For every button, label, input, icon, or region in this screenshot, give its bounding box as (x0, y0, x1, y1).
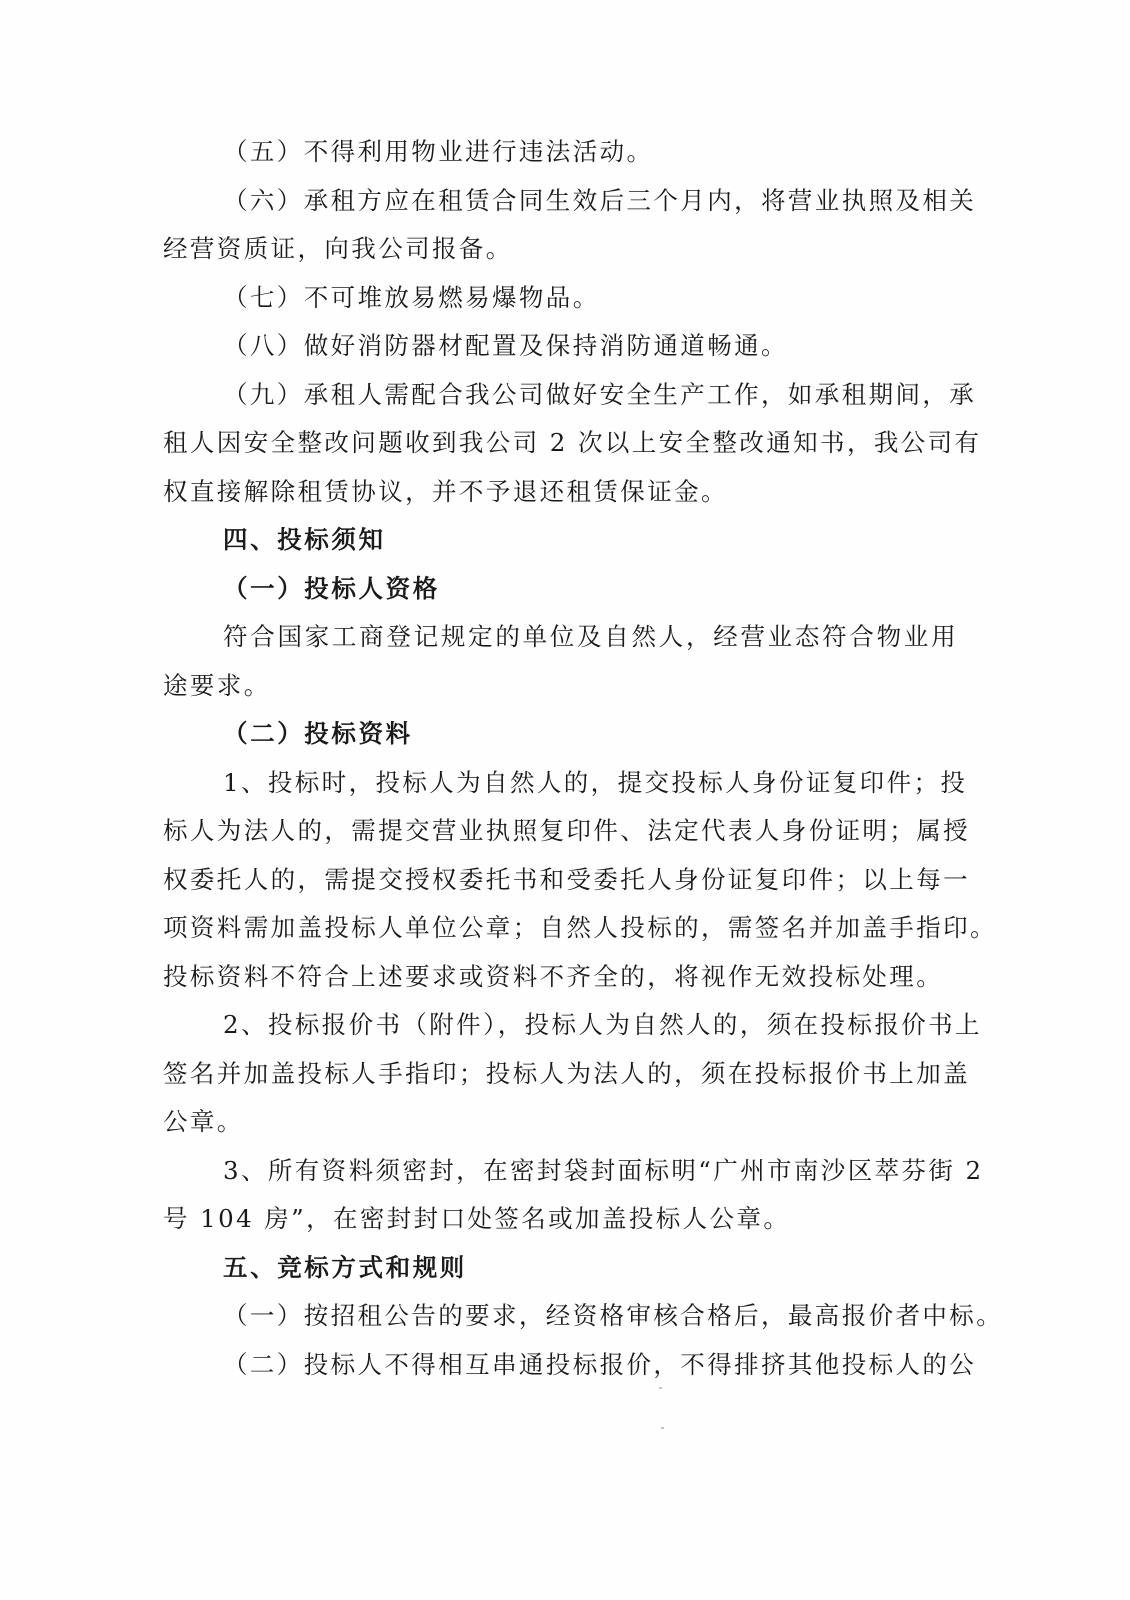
materials-item-1-line-1: 1、投标时，投标人为自然人的，提交投标人身份证复印件；投 (223, 767, 968, 797)
materials-item-2-line-3: 公章。 (163, 1107, 244, 1136)
section-5-heading: 五、竞标方式和规则 (223, 1252, 467, 1282)
document-body (163, 128, 1004, 1389)
qualification-line-2: 途要求。 (163, 670, 271, 700)
materials-item-1-line-4: 项资料需加盖投标人单位公章；自然人投标的，需签名并加盖手指印。 (163, 913, 997, 942)
clause-6-line-1: （六）承租方应在租赁合同生效后三个月内，将营业执照及相关 (223, 185, 977, 215)
clause-9-line-2: 租人因安全整改问题收到我公司 2 次以上安全整改通知书，我公司有 (163, 428, 982, 457)
clause-9-line-3: 权直接解除租赁协议，并不予退还租赁保证金。 (163, 476, 728, 506)
materials-item-3-line-2: 号 104 房”，在密封封口处签名或加盖投标人公章。 (163, 1204, 791, 1233)
clause-9-line-1: （九）承租人需配合我公司做好安全生产工作，如承租期间，承 (223, 379, 977, 409)
materials-item-2-line-1: 2、投标报价书（附件），投标人为自然人的，须在投标报价书上 (223, 1010, 982, 1039)
qualification-line-1: 符合国家工商登记规定的单位及自然人，经营业态符合物业用 (223, 622, 958, 651)
rule-2-line-1: （二）投标人不得相互串通投标报价，不得排挤其他投标人的公 (223, 1349, 977, 1379)
scan-speck (661, 1427, 664, 1429)
materials-item-1-line-3: 权委托人的，需提交授权委托书和受委托人身份证复印件；以上每一 (163, 864, 970, 894)
rule-1: （一）按招租公告的要求，经资格审核合格后，最高报价者中标。 (223, 1301, 1004, 1330)
materials-item-2-line-2: 签名并加盖投标人手指印；投标人为法人的，须在投标报价书上加盖 (163, 1058, 970, 1088)
subsection-qualification-heading: （一）投标人资格 (223, 573, 440, 603)
clause-8: （八）做好消防器材配置及保持消防通道畅通。 (223, 331, 788, 360)
clause-5: （五）不得利用物业进行违法活动。 (223, 137, 654, 166)
scan-speck (659, 1387, 662, 1389)
clause-7: （七）不可堆放易燃易爆物品。 (223, 282, 600, 312)
materials-item-1-line-5: 投标资料不符合上述要求或资料不齐全的，将视作无效投标处理。 (163, 961, 944, 991)
subsection-materials-heading: （二）投标资料 (223, 719, 413, 748)
clause-6-line-2: 经营资质证，向我公司报备。 (163, 234, 513, 263)
materials-item-3-line-1: 3、所有资料须密封，在密封袋封面标明“广州市南沙区萃芬街 2 (223, 1155, 984, 1185)
materials-item-1-line-2: 标人为法人的，需提交营业执照复印件、法定代表人身份证明；属授 (163, 816, 970, 845)
section-4-heading: 四、投标须知 (223, 525, 386, 554)
